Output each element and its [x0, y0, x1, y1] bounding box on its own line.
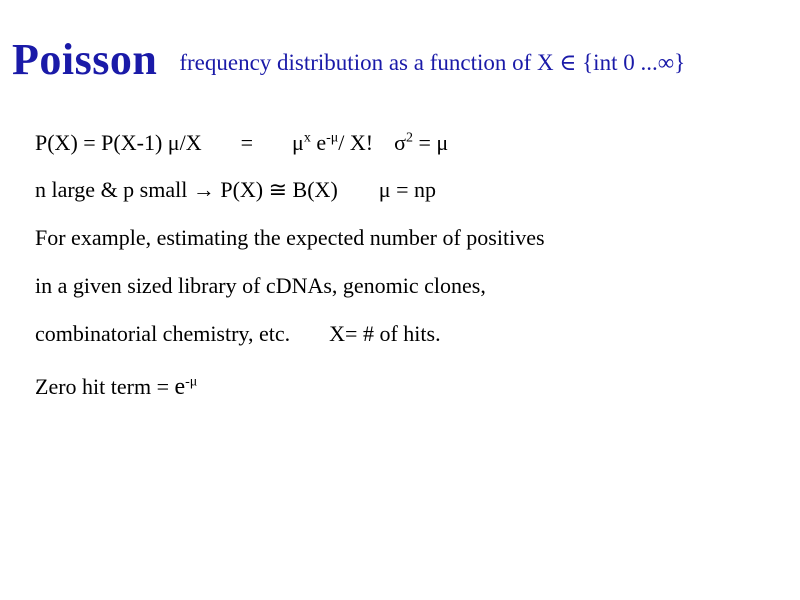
formula-recursive: P(X) = P(X-1) μ/X: [35, 130, 202, 155]
poisson-formula-line: [35, 130, 448, 156]
zero-hit-label: Zero hit term =: [35, 374, 175, 399]
slide-title: Poisson: [12, 35, 158, 84]
variance-sigma: σ: [394, 130, 406, 155]
variance-equals-mu: = μ: [412, 130, 449, 155]
formula-factorial: / X!: [338, 130, 374, 155]
formula-equals: =: [240, 130, 254, 155]
slide-title-row: [12, 34, 685, 85]
zero-hit-line: [35, 374, 197, 401]
zero-hit-e: e: [174, 374, 186, 400]
formula-exponent-x: x: [303, 130, 311, 146]
zero-hit-exponent: -μ: [185, 374, 198, 390]
example-line-3: [35, 321, 441, 347]
hits-definition: X= # of hits.: [329, 321, 441, 346]
variance-exponent: 2: [405, 130, 413, 146]
formula-exponent-mu: -μ: [326, 130, 339, 146]
example-line-3-text: combinatorial chemistry, etc.: [35, 321, 291, 346]
example-line-1: For example, estimating the expected number of positives: [35, 225, 545, 250]
formula-e: e: [310, 130, 327, 155]
formula-mu: μ: [292, 130, 304, 155]
example-line-2: in a given sized library of cDNAs, genomic clones,: [35, 273, 486, 298]
slide-subtitle: frequency distribution as a function of X ∈ {int 0 ...∞}: [179, 50, 686, 75]
approximation-text: n large & p small → P(X) ≅ B(X): [35, 177, 338, 202]
approximation-line: [35, 177, 436, 203]
approximation-mu-np: μ = np: [378, 177, 436, 202]
